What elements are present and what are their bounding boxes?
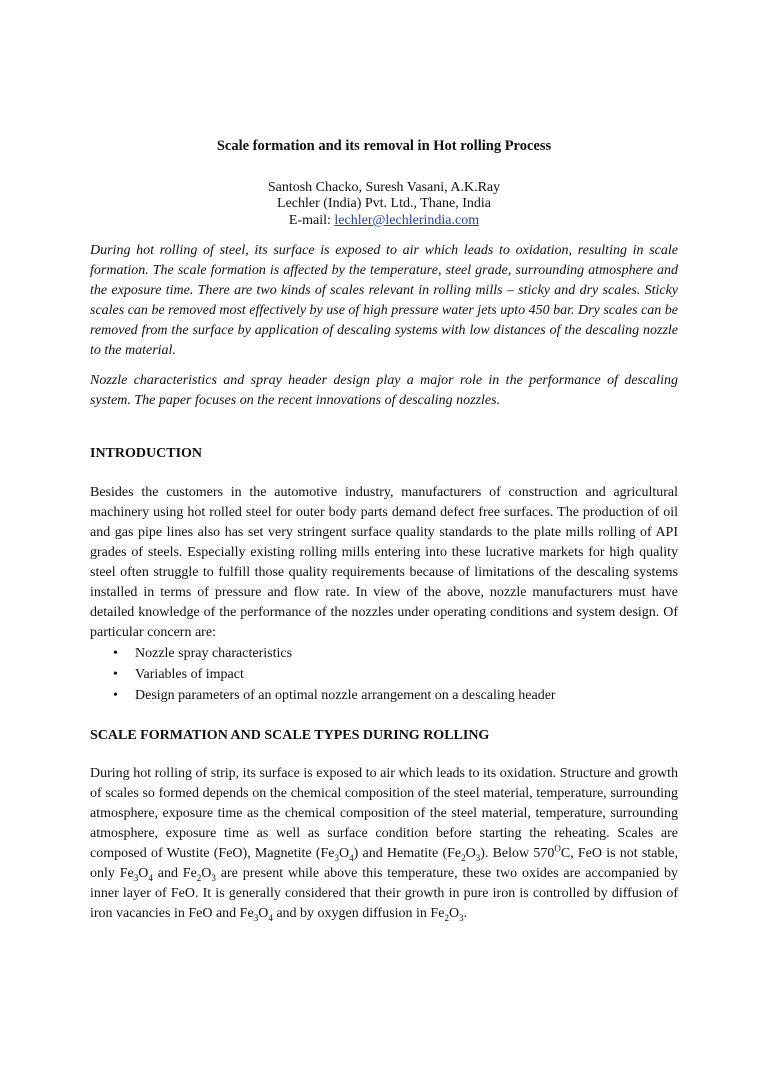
email-line [90,211,678,231]
list-item: • Nozzle spray characteristics [90,643,678,664]
section-heading-scale-formation: SCALE FORMATION AND SCALE TYPES DURING ROLLING [90,728,490,743]
intro-paragraph: Besides the customers in the automotive industry, manufacturers of construction and agricultural machinery using hot rolled steel for outer body parts demand defect free surfaces. The production of oil and gas pipe lines also has set very stringent surface quality standards to the plate mills rolling of API grades of steels. Especially existing rolling mills entering into these lucrative markets for high quality steel often struggle to fulfill those quality requirements because of limitations of the descaling systems installed in terms of pressure and flow rate. In view of the above, nozzle manufacturers must have detailed knowledge of the performance of the nozzles under operating conditions and system design. Of particular concern are: [90,485,678,640]
author-list: Santosh Chacko, Suresh Vasani, A.K.Ray [267,180,501,195]
email-label: E-mail: [288,213,335,228]
section-heading-introduction: INTRODUCTION [90,446,203,461]
bullet-icon: • [113,667,118,682]
list-item: • Variables of impact [90,664,678,685]
abstract-paragraph-1: During hot rolling of steel, its surface is exposed to air which leads to oxidation, resulting in scale formation. The scale formation is affected by the temperature, steel grade, surrounding atmosphere and the exposure time. There are two kinds of scales relevant in rolling mills – sticky and dry scales. Sticky scales can be removed most effectively by use of high pressure water jets upto 450 bar. Dry scales can be removed from the surface by application of descaling systems with low distances of the descaling nozzle to the material. [90,243,678,358]
scale-paragraph: During hot rolling of strip, its surface is exposed to air which leads to its oxidation. Structure and growth of scales so formed depends on the chemical composition of the steel material, temperature, surrounding atmosphere, exposure time as the chemical composition of the steel material, temperature, surrounding atmosphere, exposure time as well as surface condition before starting the reheating. Scales are composed of Wustite (FeO), Magnetite $(Fe_3O_4)$ and Hematite $(Fe_2O_3)$. Below $570^OC$, FeO is not stable, only $Fe_3O_4$ and $Fe_2O_3$ are present while above this temperature, these two oxides are accompanied by inner layer of FeO. It is generally considered that their growth in pure iron is controlled by diffusion of iron vacancies in FeO and $Fe_3O_4$ and by oxygen diffusion in $Fe_2O_3$. [90,766,679,923]
concern-list [90,643,678,706]
affiliation: Lechler (India) Pvt. Ltd., Thane, India [277,196,491,211]
abstract-paragraph-2: Nozzle characteristics and spray header design play a major role in the performance of descaling system. The paper focuses on the recent innovations of descaling nozzles. [90,373,678,408]
paper-title: Scale formation and its removal in Hot rolling Process [216,138,552,154]
list-item: • Design parameters of an optimal nozzle arrangement on a descaling header [90,685,678,706]
bullet-icon: • [113,688,118,703]
email-link[interactable]: lechler@lechlerindia.com [334,213,480,228]
bullet-icon: • [113,646,118,661]
